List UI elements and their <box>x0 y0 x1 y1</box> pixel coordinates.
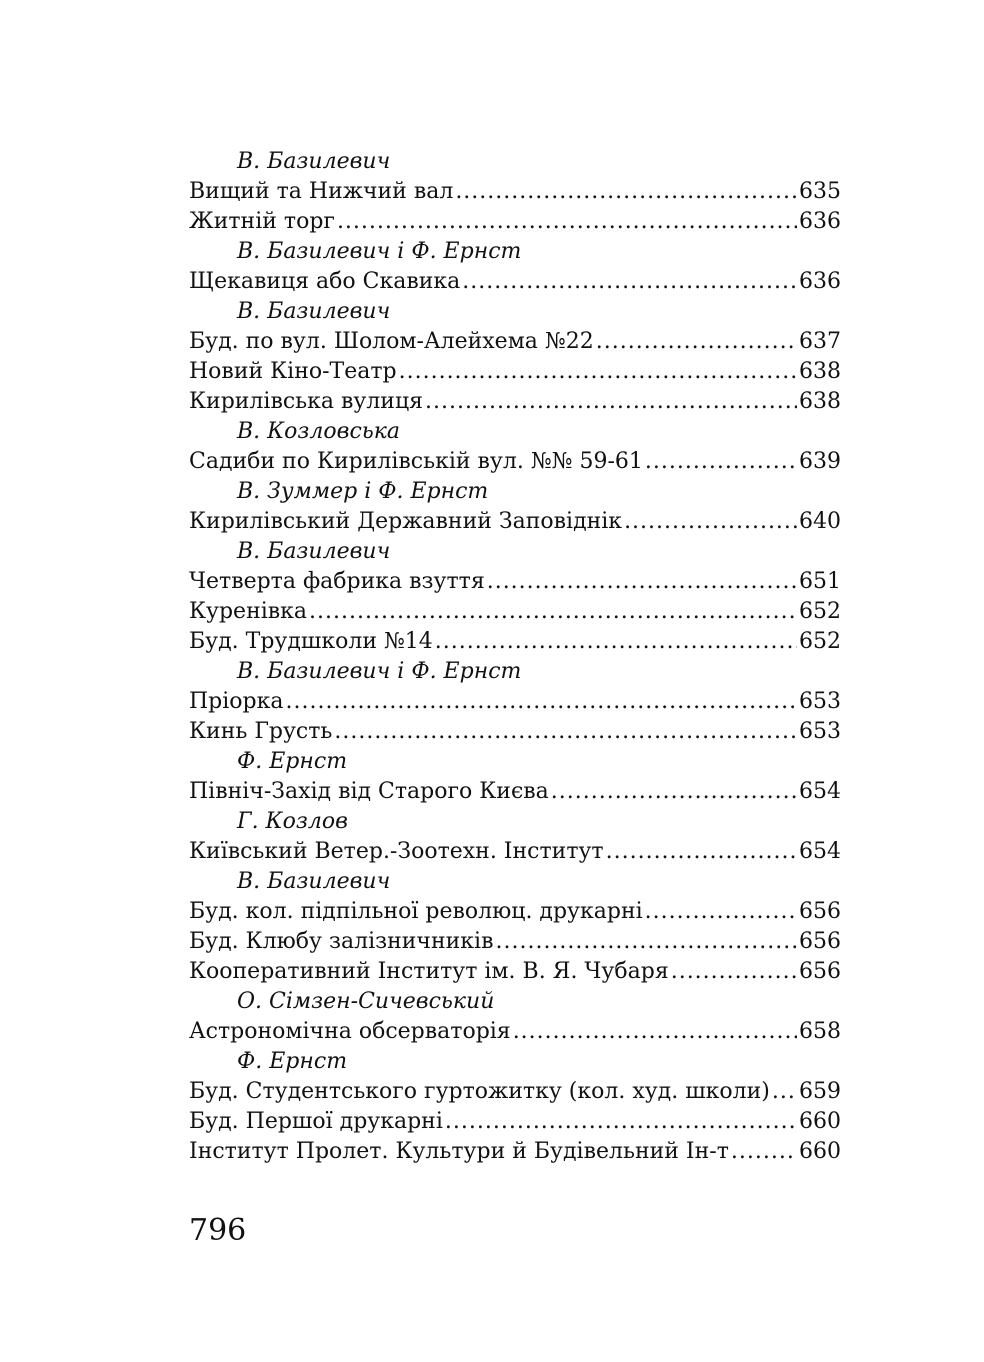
toc-entry <box>189 267 841 297</box>
toc-author: О. Сімзен-Сичевський <box>237 989 495 1014</box>
toc-entry-title: Пріорка <box>189 689 284 714</box>
toc-entry-page: 652 <box>799 599 841 624</box>
dot-leader <box>462 267 797 297</box>
toc-entry-title: Щекавиця або Скавика <box>189 269 461 294</box>
toc-author: Ф. Ернст <box>237 1049 348 1074</box>
toc-entry <box>189 927 841 957</box>
toc-entry-page: 654 <box>799 839 841 864</box>
toc-entry <box>189 207 841 237</box>
dot-leader <box>671 957 797 987</box>
toc-entry-title: Житній торг <box>189 209 335 234</box>
toc-entry-page: 653 <box>799 689 841 714</box>
toc-entry-title: Кооперативний Інститут ім. В. Я. Чубаря <box>189 959 669 984</box>
dot-leader <box>309 597 797 627</box>
toc-entry <box>189 1137 841 1167</box>
toc-entry <box>189 957 841 987</box>
dot-leader <box>286 687 798 717</box>
toc-entry-page: 635 <box>799 179 841 204</box>
toc-entry <box>189 567 841 597</box>
toc-entry-title: Буд. кол. підпільної революц. друкарні <box>189 899 643 924</box>
toc-author: Г. Козлов <box>237 809 348 834</box>
page-number: 796 <box>189 1213 247 1248</box>
toc-entry <box>189 837 841 867</box>
dot-leader <box>445 1107 797 1137</box>
dot-leader <box>399 357 797 387</box>
toc-entry <box>189 627 841 657</box>
toc-entry-page: 640 <box>799 509 841 534</box>
toc-entry-title: Вищий та Нижчий вал <box>189 179 454 204</box>
dot-leader <box>513 1017 797 1047</box>
dot-leader <box>551 777 797 807</box>
toc-entry-page: 656 <box>799 929 841 954</box>
toc-entry <box>189 507 841 537</box>
toc-entry <box>189 717 841 747</box>
toc-entry-title: Буд. Клюбу залізничників <box>189 929 494 954</box>
toc-entry-page: 658 <box>799 1019 841 1044</box>
toc-author: В. Базилевич <box>237 869 391 894</box>
dot-leader <box>645 897 797 927</box>
toc-author: В. Зуммер і Ф. Ернст <box>237 479 489 504</box>
toc-entry-page: 651 <box>799 569 841 594</box>
dot-leader <box>425 387 797 417</box>
toc-entry-page: 638 <box>799 389 841 414</box>
dot-leader <box>495 927 797 957</box>
toc-entry-page: 660 <box>799 1139 841 1164</box>
dot-leader <box>455 177 797 207</box>
toc-entry <box>189 777 841 807</box>
toc-entry-page: 656 <box>799 899 841 924</box>
dot-leader <box>624 507 797 537</box>
toc-author: В. Базилевич <box>237 539 391 564</box>
toc-entry-title: Куренівка <box>189 599 308 624</box>
toc-entry <box>189 597 841 627</box>
table-of-contents <box>189 147 841 1167</box>
toc-author: Ф. Ернст <box>237 749 348 774</box>
toc-entry-title: Північ-Захід від Старого Києва <box>189 779 549 804</box>
toc-entry <box>189 1017 841 1047</box>
toc-entry-title: Новий Кіно-Театр <box>189 359 397 384</box>
toc-entry-page: 639 <box>799 449 841 474</box>
dot-leader <box>772 1077 797 1107</box>
toc-entry-page: 654 <box>799 779 841 804</box>
toc-entry-page: 660 <box>799 1109 841 1134</box>
toc-entry-title: Буд. Трудшколи №14 <box>189 629 433 654</box>
toc-entry-title: Кинь Грусть <box>189 719 333 744</box>
toc-entry <box>189 177 841 207</box>
toc-author: В. Базилевич і Ф. Ернст <box>237 239 522 264</box>
toc-entry-title: Інститут Пролет. Культури й Будівельний Ін-т <box>189 1139 729 1164</box>
toc-entry <box>189 687 841 717</box>
toc-entry-page: 653 <box>799 719 841 744</box>
dot-leader <box>487 567 797 597</box>
toc-entry-page: 659 <box>799 1079 841 1104</box>
toc-entry-title: Буд. Студентського гуртожитку (кол. худ. школи) <box>189 1079 770 1104</box>
toc-entry <box>189 1107 841 1137</box>
toc-entry-title: Кирилівський Державний Заповіднік <box>189 509 623 534</box>
toc-author: В. Козловська <box>237 419 401 444</box>
toc-entry-title: Садиби по Кирилівській вул. №№ 59-61 <box>189 449 643 474</box>
toc-entry-title: Буд. по вул. Шолом-Алейхема №22 <box>189 329 594 354</box>
toc-author: В. Базилевич <box>237 299 391 324</box>
toc-entry-page: 637 <box>799 329 841 354</box>
dot-leader <box>337 207 797 237</box>
toc-entry-page: 636 <box>799 209 841 234</box>
toc-entry-title: Четверта фабрика взуття <box>189 569 485 594</box>
toc-entry-page: 638 <box>799 359 841 384</box>
dot-leader <box>645 447 797 477</box>
dot-leader <box>606 837 797 867</box>
toc-entry <box>189 897 841 927</box>
toc-entry-title: Київський Ветер.-Зоотехн. Інститут <box>189 839 604 864</box>
toc-entry-page: 656 <box>799 959 841 984</box>
toc-entry-page: 636 <box>799 269 841 294</box>
toc-entry <box>189 1077 841 1107</box>
toc-entry-title: Астрономічна обсерваторія <box>189 1019 511 1044</box>
toc-entry <box>189 387 841 417</box>
toc-entry <box>189 447 841 477</box>
toc-entry-title: Кирилівська вулиця <box>189 389 423 414</box>
dot-leader <box>731 1137 797 1167</box>
toc-entry-title: Буд. Першої друкарні <box>189 1109 443 1134</box>
toc-author: В. Базилевич <box>237 149 391 174</box>
toc-entry-page: 652 <box>799 629 841 654</box>
toc-author: В. Базилевич і Ф. Ернст <box>237 659 522 684</box>
dot-leader <box>435 627 797 657</box>
toc-entry <box>189 327 841 357</box>
toc-entry <box>189 357 841 387</box>
dot-leader <box>596 327 797 357</box>
dot-leader <box>334 717 797 747</box>
